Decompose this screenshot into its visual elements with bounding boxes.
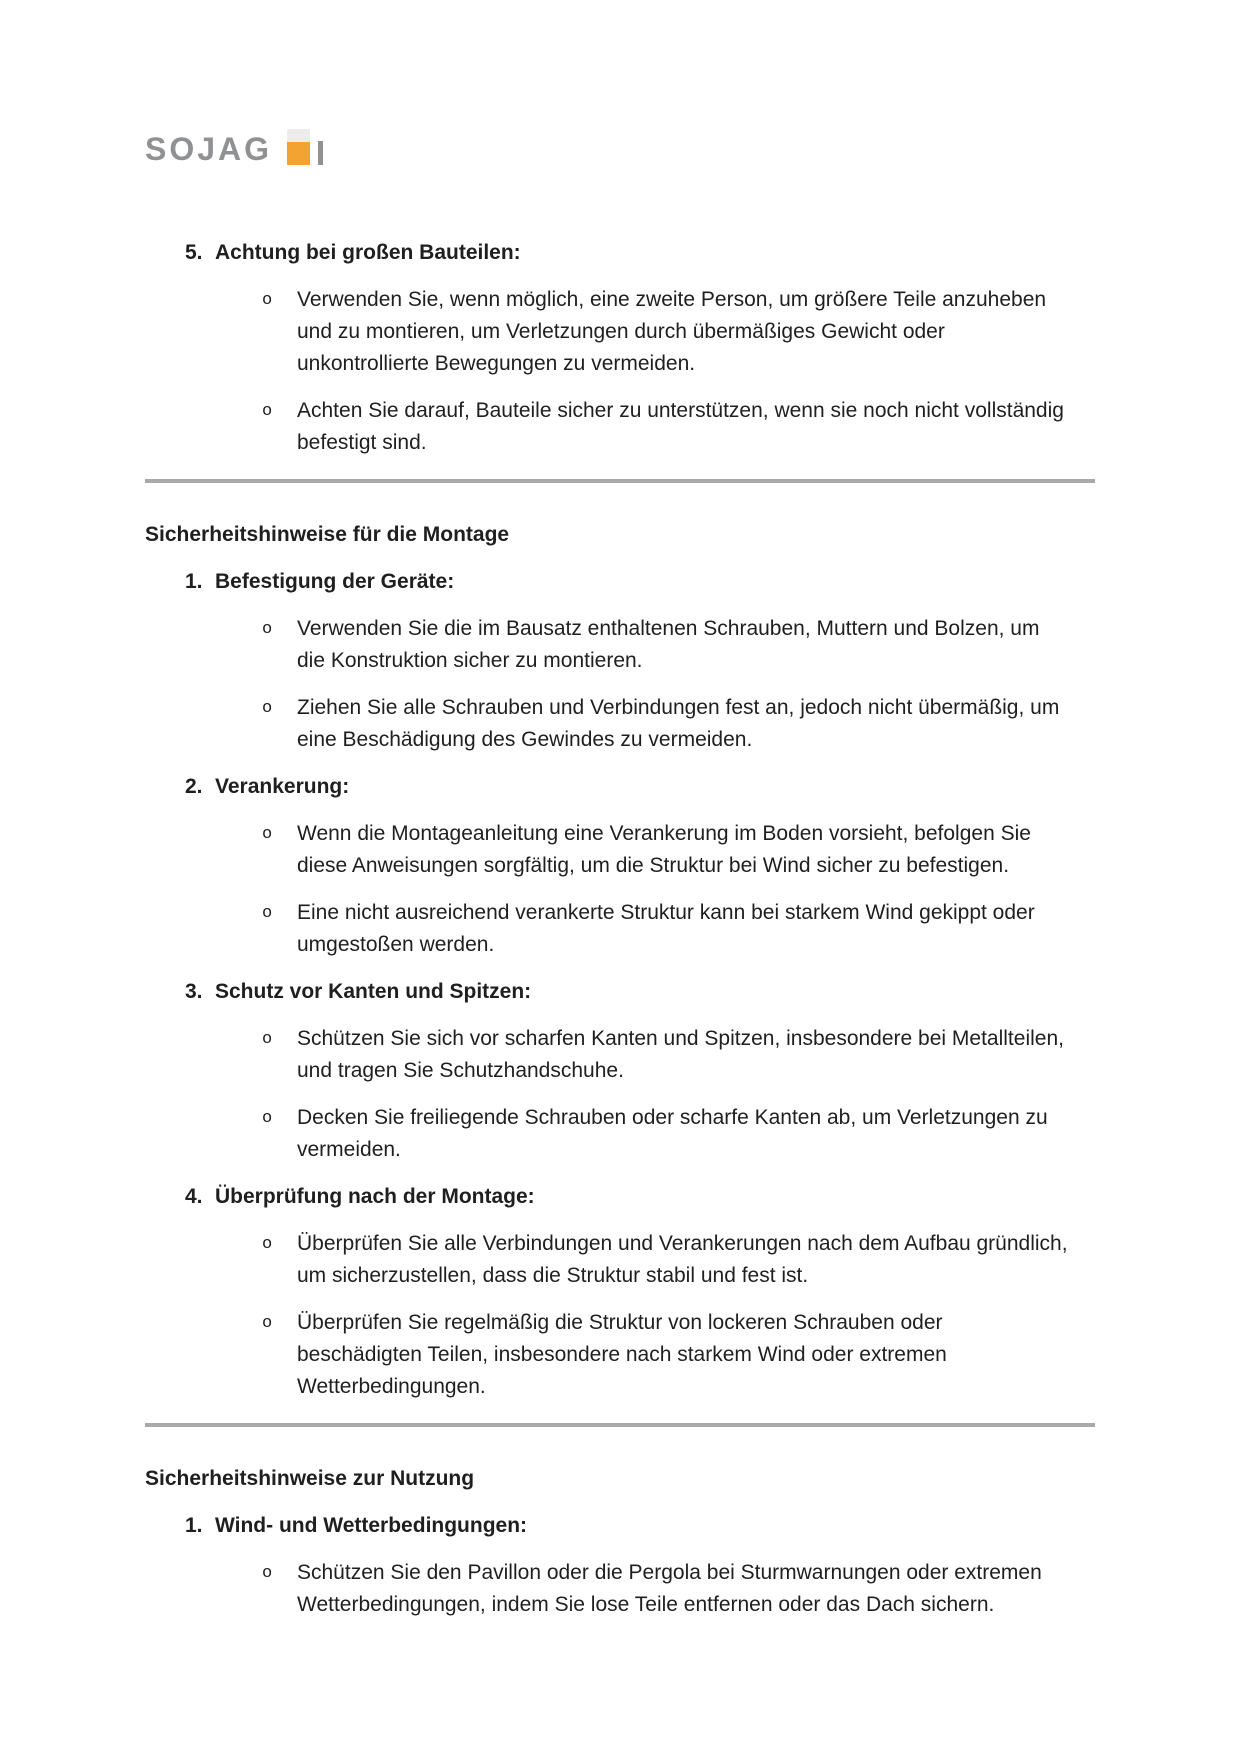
bullet-item [145,613,1095,677]
bullet-text: Überprüfen Sie regelmäßig die Struktur von lockeren Schrauben oder beschädigten Teilen, insbesondere nach starkem Wind oder extremen Wetterbedingungen. [297,1311,947,1398]
item-title: Verankerung: [215,775,350,798]
logo-mark [287,129,310,165]
bullet-item [145,897,1095,961]
list-item-heading [145,566,1095,598]
bullet-marker: o [262,1109,273,1128]
item-number: 5. [185,241,203,264]
item-number: 1. [185,1514,203,1537]
bullet-text: Schützen Sie sich vor scharfen Kanten und Spitzen, insbesondere bei Metallteilen, und tragen Sie Schutzhandschuhe. [297,1027,1064,1082]
item-title: Befestigung der Geräte: [215,570,455,593]
list-item-heading [145,1510,1095,1542]
bullet-item [145,692,1095,756]
item-title: Wind- und Wetterbedingungen: [215,1514,528,1537]
bullet-item [145,1557,1095,1621]
logo-light-square [287,129,310,142]
bullet-text: Schützen Sie den Pavillon oder die Pergola bei Sturmwarnungen oder extremen Wetterbedingungen, indem Sie lose Teile entfernen oder das Dach sichern. [297,1561,1042,1616]
section-divider [145,1423,1095,1427]
brand-logo-text: SOJAG [145,131,273,167]
section-divider [145,479,1095,483]
bullet-text: Decken Sie freiliegende Schrauben oder scharfe Kanten ab, um Verletzungen zu vermeiden. [297,1106,1048,1161]
bullet-marker: o [262,620,273,639]
document-content [145,237,1095,1621]
bullet-marker: o [262,1030,273,1049]
item-number: 2. [185,775,203,798]
list-item-heading [145,237,1095,269]
bullet-item [145,284,1095,380]
brand-logo [145,113,1095,165]
list-item-heading [145,976,1095,1008]
item-title: Schutz vor Kanten und Spitzen: [215,980,532,1003]
bullet-marker: o [262,904,273,923]
bullet-text: Verwenden Sie, wenn möglich, eine zweite Person, um größere Teile anzuheben und zu montieren, um Verletzungen durch übermäßiges Gewicht oder unkontrollierte Bewegungen zu vermeiden. [297,288,1047,375]
bullet-item [145,395,1095,459]
bullet-item [145,1307,1095,1403]
logo-accent-square [287,142,310,165]
item-number: 3. [185,980,203,1003]
item-number: 1. [185,570,203,593]
item-number: 4. [185,1185,203,1208]
bullet-marker: o [262,825,273,844]
bullet-marker: o [262,1564,273,1583]
bullet-marker: o [262,402,273,421]
section-heading: Sicherheitshinweise zur Nutzung [145,1467,475,1490]
bullet-item [145,1102,1095,1166]
bullet-marker: o [262,1235,273,1254]
bullet-item [145,1023,1095,1087]
bullet-item [145,1228,1095,1292]
bullet-text: Überprüfen Sie alle Verbindungen und Verankerungen nach dem Aufbau gründlich, um sicherzustellen, dass die Struktur stabil und fest ist. [297,1232,1068,1287]
bullet-text: Eine nicht ausreichend verankerte Struktur kann bei starkem Wind gekippt oder umgestoßen werden. [297,901,1035,956]
list-item-heading [145,771,1095,803]
bullet-text: Wenn die Montageanleitung eine Verankerung im Boden vorsieht, befolgen Sie diese Anweisungen sorgfältig, um die Struktur bei Wind sicher zu befestigen. [297,822,1031,877]
item-title: Überprüfung nach der Montage: [215,1185,535,1208]
bullet-text: Achten Sie darauf, Bauteile sicher zu unterstützen, wenn sie noch nicht vollständig befestigt sind. [297,399,1064,454]
list-item-heading [145,1181,1095,1213]
bullet-text: Ziehen Sie alle Schrauben und Verbindungen fest an, jedoch nicht übermäßig, um eine Beschädigung des Gewindes zu vermeiden. [297,696,1060,751]
bullet-marker: o [262,291,273,310]
logo-bar-glyph [318,141,323,165]
bullet-item [145,818,1095,882]
section-heading: Sicherheitshinweise für die Montage [145,523,510,546]
bullet-text: Verwenden Sie die im Bausatz enthaltenen Schrauben, Muttern und Bolzen, um die Konstruktion sicher zu montieren. [297,617,1040,672]
item-title: Achtung bei großen Bauteilen: [215,241,521,264]
bullet-marker: o [262,699,273,718]
bullet-marker: o [262,1314,273,1333]
